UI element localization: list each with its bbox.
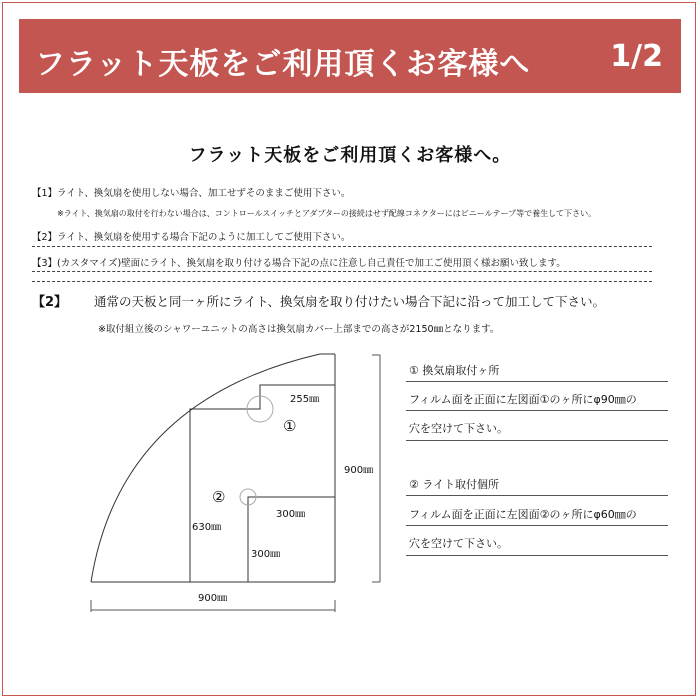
dim-label: 900㎜ — [198, 593, 228, 604]
rule-line — [406, 525, 668, 526]
marker-light: ② — [212, 488, 226, 506]
notice-item-label: ※ — [57, 209, 64, 218]
notice-item-label: 【2】 — [32, 232, 58, 243]
dim-label: 900㎜ — [344, 465, 374, 476]
instruction-heading-fan: ① 換気扇取付ヶ所 — [409, 364, 500, 377]
instruction-line: 穴を空けて下さい。 — [409, 422, 508, 435]
notice-item-text: (カスタマイズ)壁面にライト、換気扇を取り付ける場合下記の点に注意し自己責任で加工ご使用頂く様お願い致します。 — [57, 258, 566, 269]
dim-label: 300㎜ — [276, 509, 306, 520]
marker-fan: ① — [283, 417, 297, 435]
notice-item-text: ライト、換気扇を使用しない場合、加工せずそのままご使用下さい。 — [57, 188, 351, 199]
dim-label: 630㎜ — [192, 522, 222, 533]
rule-line — [406, 555, 668, 556]
dim-label: 255㎜ — [290, 394, 320, 405]
notice-item-label: 【1】 — [32, 188, 58, 199]
rule-line — [406, 381, 668, 382]
instruction-line: フィルム面を正面に左図面②のヶ所にφ60㎜の — [409, 508, 637, 521]
dim-label: 300㎜ — [251, 549, 281, 560]
instruction-line: フィルム面を正面に左図面①のヶ所にφ90㎜の — [409, 393, 637, 406]
section-label: 【2】 — [32, 295, 68, 310]
instruction-line: 穴を空けて下さい。 — [409, 537, 508, 550]
rule-line — [406, 495, 668, 496]
page-indicator: 1/2 — [610, 39, 663, 74]
banner-title: フラット天板をご利用頂くお客様へ — [35, 47, 531, 82]
section-note: ※取付組立後のシャワーユニットの高さは換気扇カバー上部までの高さが2150㎜となります。 — [98, 324, 500, 335]
notice-item-text: ライト、換気扇の取付を行わない場合は、コントロールスイッチとアダプターの接続はせず配線コネクターにはビニールテープ等で養生して下さい。 — [63, 209, 597, 218]
rule-line — [406, 440, 668, 441]
notice-item-label: 【3】 — [32, 258, 58, 269]
rule-line — [406, 410, 668, 411]
instruction-heading-light: ② ライト取付個所 — [409, 478, 500, 491]
notice-title: フラット天板をご利用頂くお客様へ。 — [188, 145, 512, 166]
section-text: 通常の天板と同一ヶ所にライト、換気扇を取り付けたい場合下記に沿って加工して下さい。 — [94, 294, 606, 309]
quarter-circle-edge — [91, 354, 320, 582]
notice-item-text: ライト、換気扇を使用する場合下記のように加工してご使用下さい。 — [57, 232, 351, 243]
